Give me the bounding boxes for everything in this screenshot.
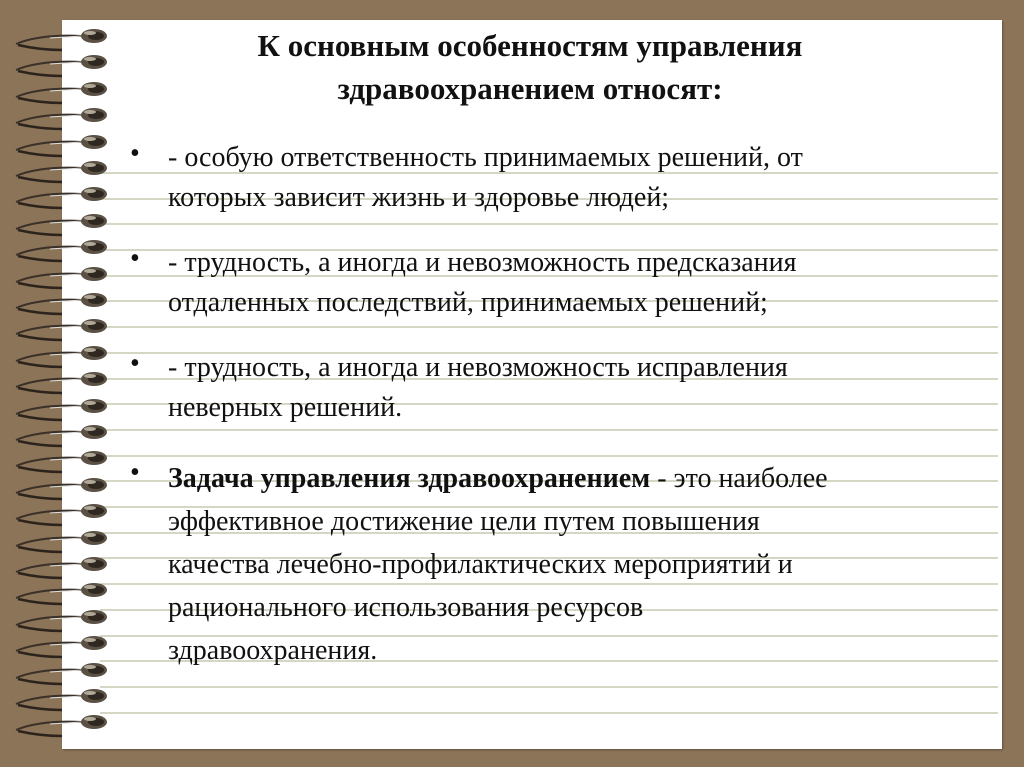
ruled-line [100,223,998,225]
spiral-ring-icon [10,132,110,158]
spiral-ring-icon [10,316,110,342]
text-line: - особую ответственность принимаемых решений, от [168,142,803,173]
text-line: - трудность, а иногда и невозможность исправления [168,352,788,383]
bullet-icon: • [130,457,140,488]
text-line: эффективное достижение цели путем повышения [168,506,760,537]
spiral-ring-icon [10,184,110,210]
spiral-ring-icon [10,633,110,659]
text-line: неверных решений. [168,392,403,423]
text-line: отдаленных последствий, принимаемых решений; [168,287,768,318]
title-line: К основным особенностям управления [257,28,803,63]
task-rest: - это наиболее [650,463,828,494]
spiral-ring-icon [10,79,110,105]
spiral-ring-icon [10,554,110,580]
spiral-ring-icon [10,237,110,263]
bullet-icon: • [130,243,140,274]
spiral-ring-icon [10,211,110,237]
text-line [168,457,968,500]
spiral-ring-icon [10,475,110,501]
spiral-ring-icon [10,290,110,316]
spiral-ring-icon [10,580,110,606]
bullet-icon: • [130,138,140,169]
spiral-ring-icon [10,343,110,369]
spiral-ring-icon [10,264,110,290]
bullet-icon: • [130,348,140,379]
spiral-ring-icon [10,158,110,184]
ruled-line [100,686,998,688]
task-bold: Задача управления здравоохранением [168,463,651,494]
text-line: рационального использования ресурсов [168,592,644,623]
spiral-ring-icon [10,52,110,78]
spiral-ring-icon [10,686,110,712]
title-line: здравоохранением относят: [337,71,723,106]
spiral-ring-icon [10,501,110,527]
ruled-line [100,326,998,328]
spiral-ring-icon [10,369,110,395]
spiral-ring-icon [10,448,110,474]
spiral-ring-icon [10,105,110,131]
slide-title [130,24,930,110]
spiral-ring-icon [10,26,110,52]
text-line: здравоохранения. [168,635,378,666]
text-line: качества лечебно-профилактических мероприятий и [168,549,793,580]
spiral-ring-icon [10,607,110,633]
spiral-ring-icon [10,528,110,554]
ruled-line [100,429,998,431]
spiral-ring-icon [10,422,110,448]
spiral-ring-icon [10,660,110,686]
ruled-line [100,712,998,714]
text-line: - трудность, а иногда и невозможность предсказания [168,247,797,278]
spiral-ring-icon [10,712,110,738]
text-line: которых зависит жизнь и здоровье людей; [168,182,670,213]
spiral-ring-icon [10,396,110,422]
